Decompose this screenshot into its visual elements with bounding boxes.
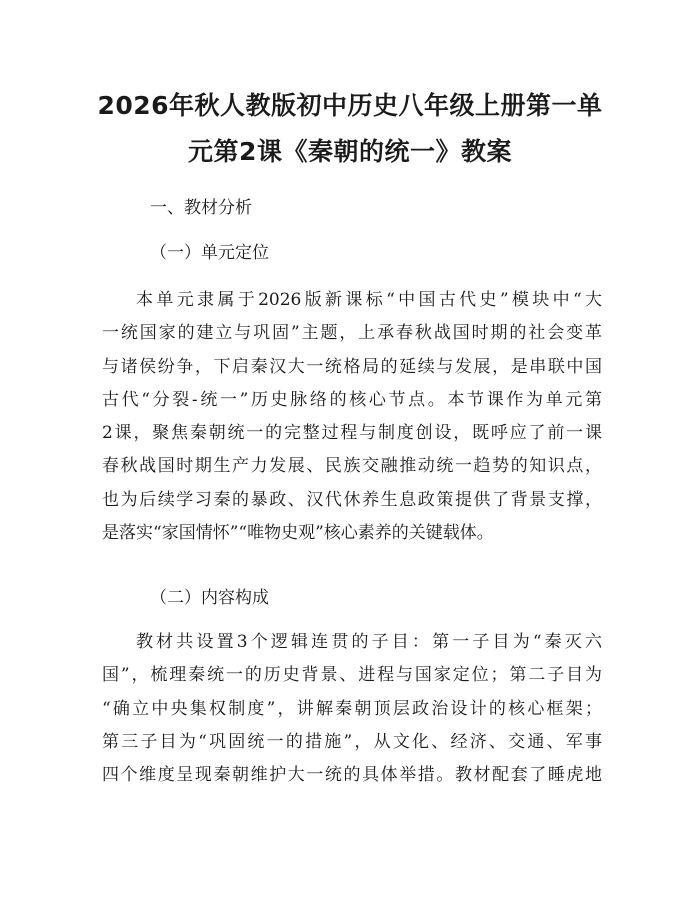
paragraph-line: 也为后续学习秦的暴政、汉代休养生息政策提供了背景支撑， [102, 489, 602, 510]
section-heading-analysis: 一、教材分析 [150, 198, 252, 218]
document-title-line-2: 元第2课《秦朝的统一》教案 [188, 137, 512, 166]
paragraph-line: 与诸侯纷争，下启秦汉大一统格局的延续与发展，是串联中国 [102, 356, 602, 377]
paragraph-content-structure [102, 626, 602, 792]
subsection-heading-unit-position: （一）单元定位 [150, 243, 269, 263]
paragraph-unit-position [102, 284, 602, 550]
paragraph-line: “确立中央集权制度”，讲解秦朝顶层政治设计的核心框架； [102, 698, 602, 719]
paragraph-line: 春秋战国时期生产力发展、民族交融推动统一趋势的知识点， [102, 456, 602, 477]
paragraph-line: 国”，梳理秦统一的历史背景、进程与国家定位；第二子目为 [102, 665, 602, 686]
paragraph-line: 教材共设置3个逻辑连贯的子目：第一子目为“秦灭六 [136, 632, 602, 652]
paragraph-line: 一统国家的建立与巩固”主题，上承春秋战国时期的社会变革 [102, 323, 602, 344]
paragraph-line: 四个维度呈现秦朝维护大一统的具体举措。教材配套了睡虎地 [102, 765, 602, 786]
paragraph-line: 是落实“家国情怀”“唯物史观”核心素养的关键载体。 [102, 523, 494, 544]
paragraph-line: 本单元隶属于2026版新课标“中国古代史”模块中“大 [136, 290, 602, 310]
paragraph-line: 2课，聚焦秦朝统一的完整过程与制度创设，既呼应了前一课 [102, 423, 602, 444]
paragraph-line: 古代“分裂-统一”历史脉络的核心节点。本节课作为单元第 [102, 389, 602, 410]
subsection-heading-content-structure: （二）内容构成 [150, 588, 269, 608]
document-title-line-1: 2026年秋人教版初中历史八年级上册第一单 [97, 91, 603, 120]
paragraph-line: 第三子目为“巩固统一的措施”，从文化、经济、交通、军事 [102, 731, 602, 752]
